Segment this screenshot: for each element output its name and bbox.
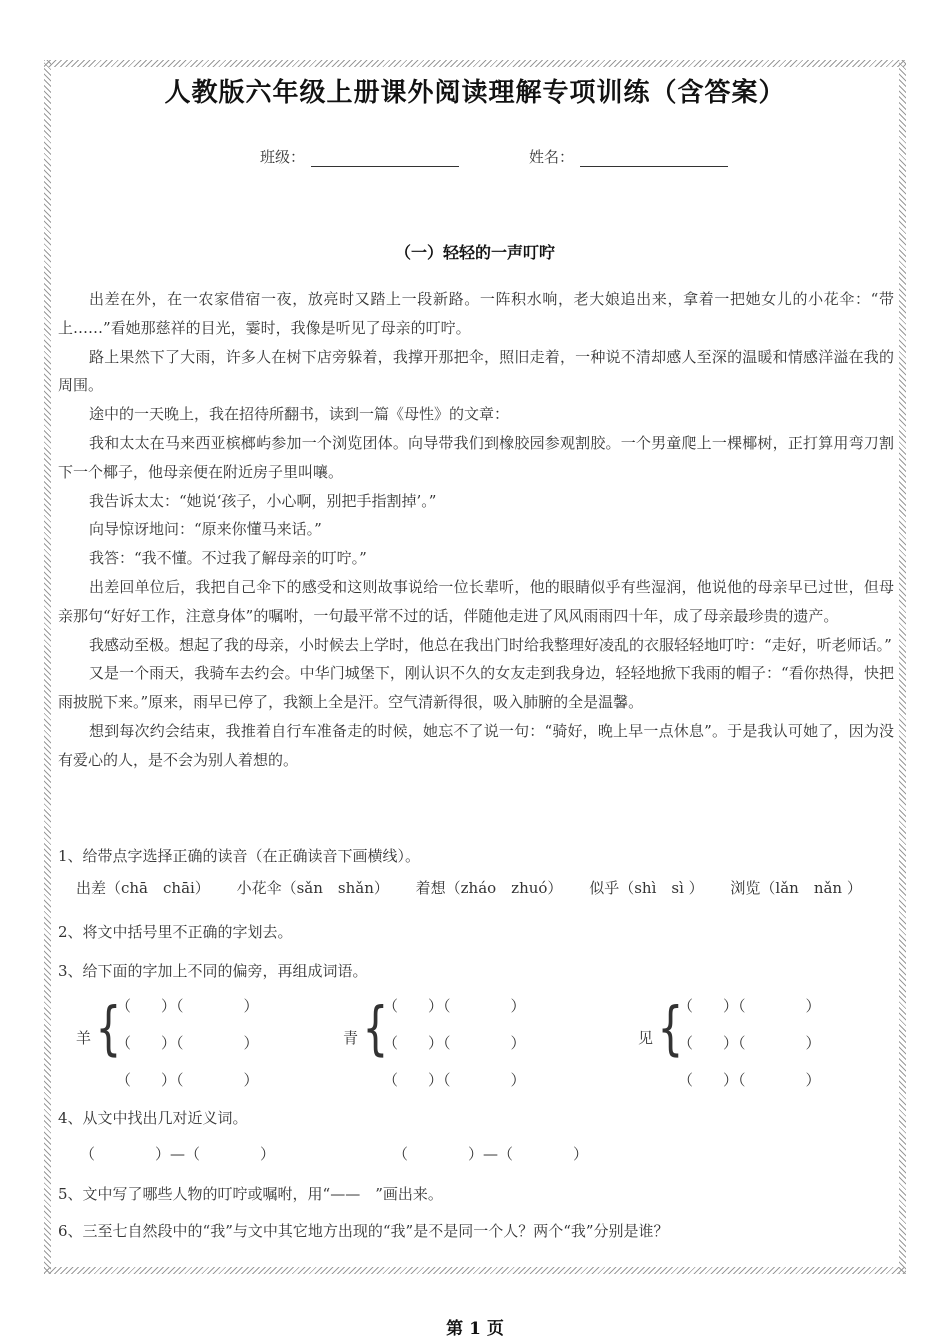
name-label: 姓名： (529, 148, 575, 166)
pinyin-option[interactable]: 小花伞（sǎn shǎn） (236, 879, 389, 897)
question-4: 4、从文中找出几对近义词。 (58, 1109, 248, 1127)
brace-icon: { (362, 994, 389, 1062)
paragraph: 想到每次约会结束，我推着自行车准备走的时候，她忘不了说一句：“骑好，晚上早一点休息”。于是我认可她了，因为没有爱心的人，是不会为别人着想的。 (58, 721, 894, 769)
pinyin-option[interactable]: 着想（zháo zhuó） (415, 879, 563, 897)
class-label: 班级： (260, 148, 306, 166)
class-field (260, 146, 459, 167)
question-2: 2、将文中括号里不正确的字划去。 (58, 923, 293, 941)
answer-blank[interactable]: （ ）（ ） (383, 997, 526, 1015)
class-blank[interactable] (311, 150, 459, 167)
brace-icon: { (657, 994, 684, 1062)
base-character: 见 (638, 1029, 654, 1047)
question-3: 3、给下面的字加上不同的偏旁，再组成词语。 (58, 962, 368, 980)
brace-icon: { (95, 994, 122, 1062)
document-title: 人教版六年级上册课外阅读理解专项训练（含答案） (164, 78, 786, 108)
paragraph: 途中的一天晚上，我在招待所翻书，读到一篇《母性》的文章： (89, 405, 510, 424)
pinyin-option[interactable]: 浏览（lǎn nǎn ） (730, 879, 862, 897)
answer-blank[interactable]: （ ）（ ） (116, 1034, 259, 1052)
paragraph: 向导惊讶地问：“原来你懂马来话。” (89, 520, 322, 539)
base-character: 羊 (76, 1029, 92, 1047)
synonym-pair-blank[interactable]: （ ）—（ ） (80, 1145, 276, 1163)
question-1: 1、给带点字选择正确的读音（在正确读音下画横线）。 (58, 847, 421, 865)
name-field (529, 146, 728, 167)
synonym-pair-blank[interactable]: （ ）—（ ） (393, 1145, 589, 1163)
paragraph: 我告诉太太：“她说‘孩子，小心啊，别把手指割掉’。” (89, 491, 437, 510)
answer-blank[interactable]: （ ）（ ） (678, 997, 821, 1015)
paragraph: 路上果然下了大雨，许多人在树下店旁躲着，我撑开那把伞，照旧走着，一种说不清却感人至深的温暖和情感洋溢在我的周围。 (58, 347, 894, 395)
base-character: 青 (343, 1029, 359, 1047)
pinyin-option[interactable]: 似乎（shì sì ） (589, 879, 704, 897)
paragraph: 出差在外，在一农家借宿一夜，放亮时又踏上一段新路。一阵积水响，老大娘追出来，拿着一把她女儿的小花伞：“带上……”看她那慈祥的目光，霎时，我像是听见了母亲的叮咛。 (58, 290, 894, 337)
pinyin-option[interactable]: 出差（chā chāi） (76, 879, 210, 897)
border-bottom (44, 1267, 906, 1274)
name-blank[interactable] (580, 150, 728, 167)
page-number: 第 1 页 (446, 1319, 504, 1339)
question-5: 5、文中写了哪些人物的叮咛或嘱咐，用“—— ”画出来。 (58, 1185, 443, 1203)
answer-blank[interactable]: （ ）（ ） (678, 1071, 821, 1089)
paragraph: 出差回单位后，我把自己伞下的感受和这则故事说给一位长辈听，他的眼睛似乎有些湿润，他说他的母亲早已过世，但母亲那句“好好工作，注意身体”的嘱咐，一句最平常不过的话，伴随他走进了风风雨雨四十年，成了母亲最珍贵的遗产。 (58, 577, 894, 625)
answer-blank[interactable]: （ ）（ ） (383, 1034, 526, 1052)
answer-blank[interactable]: （ ）（ ） (116, 1071, 259, 1089)
pinyin-options (76, 877, 884, 898)
paragraph: 我和太太在马来西亚槟榔屿参加一个浏览团体。向导带我们到橡胶园参观割胶。一个男童爬上一棵椰树，正打算用弯刀割下一个椰子，他母亲便在附近房子里叫嚷。 (58, 433, 894, 481)
question-6: 6、三至七自然段中的“我”与文中其它地方出现的“我”是不是同一个人？两个“我”分别是谁？ (58, 1222, 669, 1240)
border-top (44, 60, 906, 67)
article-body (58, 285, 894, 775)
answer-blank[interactable]: （ ）（ ） (678, 1034, 821, 1052)
paragraph: 我感动至极。想起了我的母亲，小时候去上学时，他总在我出门时给我整理好凌乱的衣服轻轻地叮咛：“走好，听老师话。” (89, 635, 892, 654)
paragraph: 又是一个雨天，我骑车去约会。中华门城堡下，刚认识不久的女友走到我身边，轻轻地掀下我雨的帽子：“看你热得，快把雨披脱下来。”原来，雨早已停了，我额上全是汗。空气清新得很，吸入肺腑的全是温馨。 (58, 664, 894, 712)
answer-blank[interactable]: （ ）（ ） (116, 997, 259, 1015)
section-title: （一）轻轻的一声叮咛 (394, 243, 555, 262)
paragraph: 我答：“我不懂。不过我了解母亲的叮咛。” (89, 549, 367, 568)
answer-blank[interactable]: （ ）（ ） (383, 1071, 526, 1089)
